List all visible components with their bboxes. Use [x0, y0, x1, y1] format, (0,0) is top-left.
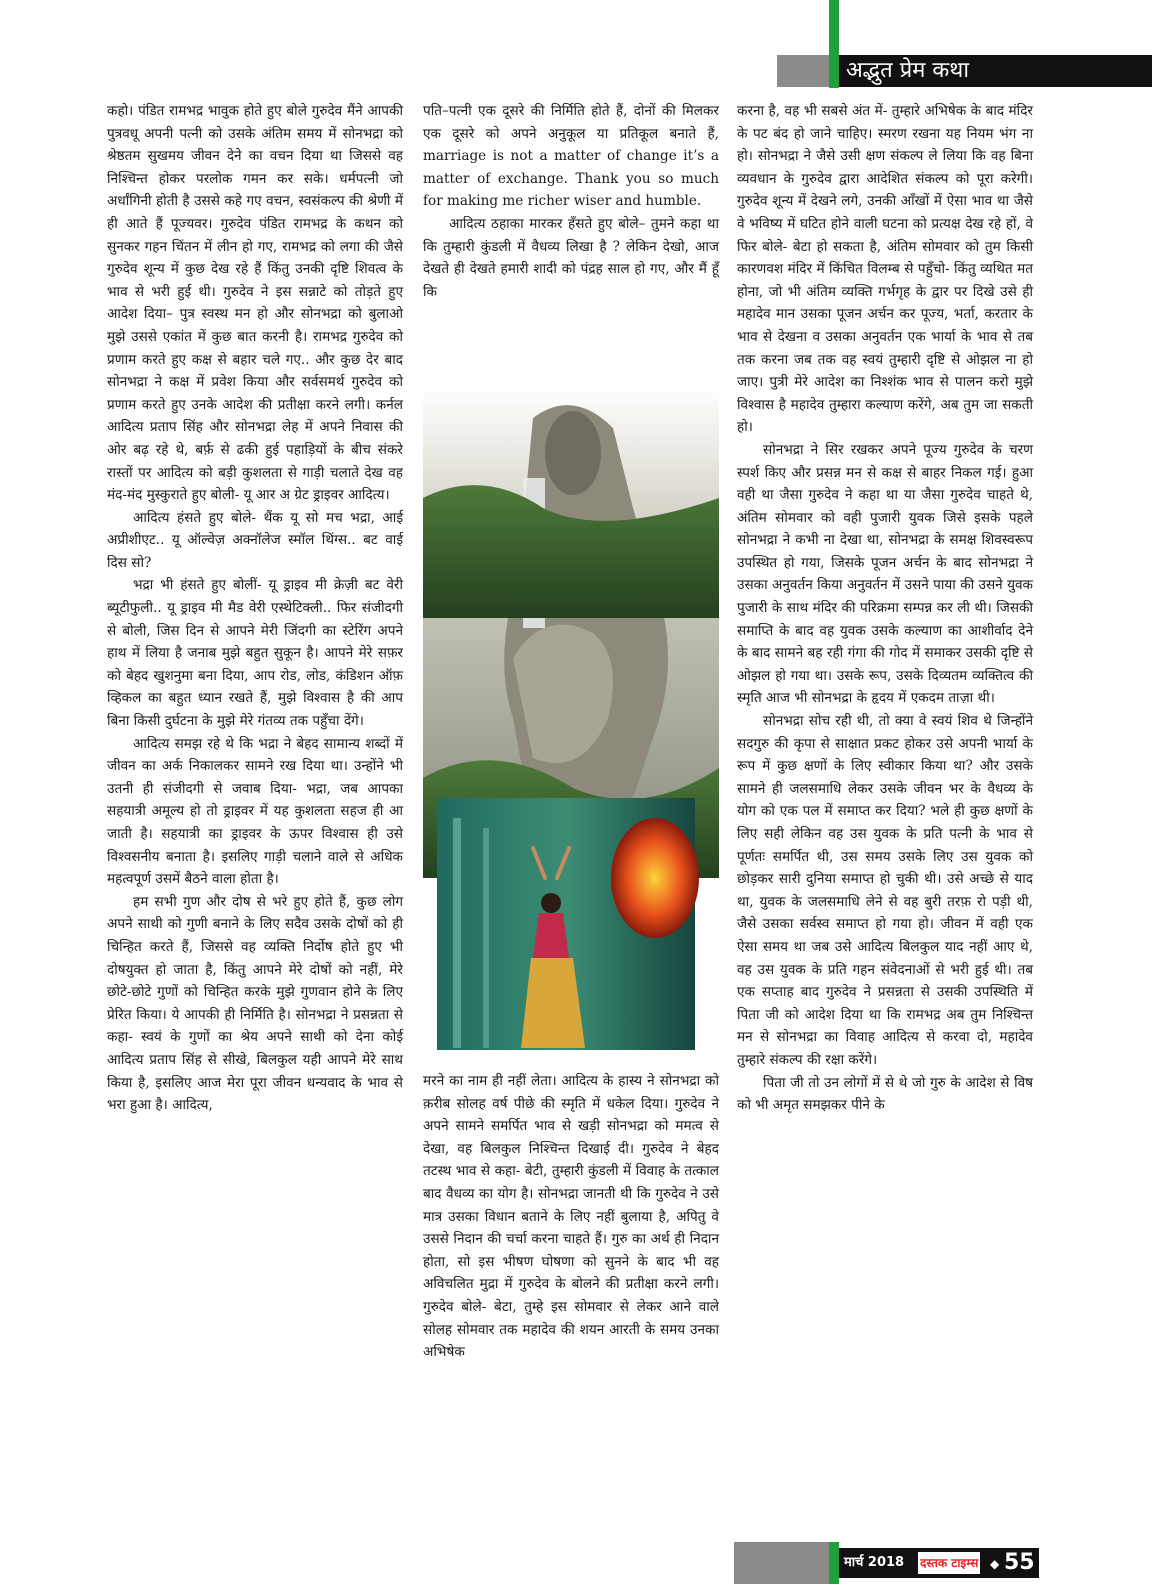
page-number: 55 — [1004, 1550, 1035, 1575]
footer-gray-block — [734, 1542, 829, 1584]
paragraph: हम सभी गुण और दोष से भरे हुए होते हैं, कुछ लोग अपने साथी को गुणी बनाने के लिए सदैव उसके दोषों को ही चिन्हित करते हैं, जिससे वह व्यक्ति निर्दोष होते हुए भी दोषयुक्त हो जाता है, किंतु आपने मेरे दोषों को नहीं, मेरे छोटे-छोटे गुणों को चिन्हित करके मुझे गुणवान होने के लिए प्रेरित किया। ये आपकी ही निर्मिति है। सोनभद्रा ने प्रसन्नता से कहा- स्वयं के गुणों का श्रेय अपने साथी को देना कोई आदित्य प्रताप सिंह से सीखे, बिलकुल यही आपने मेरे साथ किया है, इसलिए आज मेरा पूरा जीवन धन्यवाद के भाव से भरा हुआ है। आदित्य, — [107, 893, 403, 1114]
paragraph: सोनभद्रा सोच रही थी, तो क्या वे स्वयं शिव थे जिन्होंने सदगुरु की कृपा से साक्षात प्रकट होकर उसे अपनी भार्या के रूप में कुछ क्षणों के लिए स्वीकार किया था? और उसके सामने ही जलसमाधि लेकर उसके जीवन भर के वैधव्य के योग को एक पल में समाप्त कर दिया? भले ही कुछ क्षणों के लिए सही लेकिन वह उस युवक के प्रति पत्नी के भाव से पूर्णतः समर्पित थी, उस समय उसके लिए उस युवक को छोड़कर सारी दुनिया समाप्त हो चुकी थी। उसे अच्छे से याद था, युवक के जलसमाधि लेने से वह बुरी तरफ़ रो पड़ी थी, जैसे उसका सर्वस्व समाप्त हो गया हो। जीवन में वही एक ऐसा समय था जब उसे आदित्य बिलकुल याद नहीं आए थे, वह उस युवक के प्रति गहन संवेदनाओं से भरी हुई थी। तब एक सप्ताह बाद गुरुदेव ने प्रसन्नता से उसकी उपस्थिति में पिता जी को आदेश दिया था कि रामभद्र अब तुम निश्चिन्त मन से सोनभद्रा का विवाह आदित्य से करवा दो, महादेव तुम्हारे संकल्प की रक्षा करेंगे। — [737, 713, 1033, 1068]
paragraph: भद्रा भी हंसते हुए बोलीं- यू ड्राइव मी क्रेज़ी बट वेरी ब्यूटीफुली.. यू ड्राइव मी मैड वेरी एस्थेटिक्ली.. फिर संजीदगी से बोली, जिस दिन से आपने मेरी जिंदगी का स्टेरिंग अपने हाथ में लिया है जनाब मुझे बहुत सुकून है। आपने मेरे सफ़र को बेहद खुशनुमा बना दिया, आप रोड, लोड, कंडिशन ऑफ़ व्हिकल का बहुत ध्यान रखते हैं, मुझे विश्वास है की आप बिना किसी दुर्घटना के मुझे मेरे गंतव्य तक पहुँचा देंगे। — [107, 577, 403, 730]
paragraph: आदित्य ठहाका मारकर हँसते हुए बोले– तुमने कहा था कि तुम्हारी कुंडली में वैधव्य लिखा है ? लेकिन देखो, आज देखते ही देखते हमारी शादी को पंद्रह साल हो गए, और मैं हूँ कि — [423, 215, 719, 300]
paragraph: पति–पत्नी एक दूसरे की निर्मिति होते हैं, दोनों की मिलकर एक दूसरे को अपने अनुकूल या प्रतिकूल बनाते हैं, marriage is not a matter of change it’s a matter of exchange. Thank you so much for making me richer wiser and humble. — [423, 103, 719, 210]
shiva-illustration — [423, 358, 719, 1056]
paragraph: करना है, वह भी सबसे अंत में- तुम्हारे अभिषेक के बाद मंदिर के पट बंद हो जाने चाहिए। स्मरण रखना यह नियम भंग ना हो। सोनभद्रा ने जैसे उसी क्षण संकल्प ले लिया कि वह बिना व्यवधान के गुरुदेव द्वारा आदेशित संकल्प को पूरा करेगी। गुरुदेव शून्य में देखने लगे, उनकी आँखों में ऐसा भाव था जैसे वे भविष्य में घटित होने वाली घटना को प्रत्यक्ष देख रहे हों, वे फिर बोले- बेटा हो सकता है, अंतिम सोमवार को तुम किसी कारणवश मंदिर में किंचित विलम्ब से पहुँचो- किंतु व्यथित मत होना, जो भी अंतिम व्यक्ति गर्भगृह के द्वार पर दिखे उसे ही महादेव मान उसका पूजन अर्चन कर पूज्य, भर्ता, करतार के भाव से देखना व उसका अनुवर्तन एक भार्या के भाव से तब तक करना जब तक वह स्वयं तुम्हारी दृष्टि से ओझल ना हो जाए। पुत्री मेरे आदेश का निश्शंक भाव से पालन करो मुझे विश्वास है महादेव तुम्हारा कल्याण करेंगे, अब तुम जा सकती हो। — [737, 103, 1033, 436]
header-green-rule — [829, 0, 839, 88]
paragraph: मरने का नाम ही नहीं लेता। आदित्य के हास्य ने सोनभद्रा को क़रीब सोलह वर्ष पीछे की स्मृति में धकेल दिया। गुरुदेव ने अपने सामने समर्पित भाव से खड़ी सोनभद्रा को ममत्व से देखा, वह बिलकुल निश्चिन्त दिखाई दी। गुरुदेव ने बेहद तटस्थ भाव से कहा- बेटी, तुम्हारी कुंडली में विवाह के तत्काल बाद वैधव्य का योग है। सोनभद्रा जानती थी कि गुरुदेव ने उसे मात्र उसका विधान बताने के लिए नहीं बुलाया है, अपितु वे उससे निदान की चर्चा करना चाहते हैं। गुरु का अर्थ ही निदान होता, सो इस भीषण घोषणा को सुनने के बाद भी वह अविचलित मुद्रा में गुरुदेव के बोलने की प्रतीक्षा करने लगी। गुरुदेव बोले- बेटा, तुम्हे इस सोमवार से लेकर आने वाले सोलह सोमवार तक महादेव की शयन आरती के समय उनका अभिषेक — [423, 1073, 719, 1361]
paragraph: कहो। पंडित रामभद्र भावुक होते हुए बोले गुरुदेव मैंने आपकी पुत्रवधू अपनी पत्नी को उसके अंतिम समय में सोनभद्रा को श्रेष्ठतम सुखमय जीवन देने का वचन दिया था जिससे वह निश्चिन्त होकर परलोक गमन कर सके। धर्मपत्नी जो अर्धांगिनी होती है उससे कहे गए वचन, स्वसंकल्प की श्रेणी में ही आते हैं पूज्यवर। गुरुदेव पंडित रामभद्र के कथन को सुनकर गहन चिंतन में लीन हो गए, रामभद्र को लगा की जैसे गुरुदेव शून्य में कुछ देख रहे हैं किंतु उनकी दृष्टि शिवत्व के भाव से भरी हुई थी। गुरुदेव ने इस सन्नाटे को तोड़ते हुए आदेश दिया– पुत्र स्वस्थ मन हो और सोनभद्रा को बुलाओ मुझे उससे एकांत में कुछ बात करनी है। रामभद्र गुरुदेव को प्रणाम करते हुए कक्ष से बहार चले गए.. और कुछ देर बाद सोनभद्रा ने कक्ष में प्रवेश किया और सर्वसमर्थ गुरुदेव को प्रणाम करते हुए उनके आदेश की प्रतीक्षा करने लगी। कर्नल आदित्य प्रताप सिंह और सोनभद्रा लेह में अपने निवास की ओर बढ़ रहे थे, बर्फ़ से ढकी हुई पहाड़ियों के बीच संकरे रास्तों पर आदित्य को बड़ी कुशलता से गाड़ी चलाते देख वह मंद-मंद मुस्कुराते हुए बोली- यू आर अ ग्रेट ड्राइवर आदित्य। — [107, 103, 403, 504]
article-column-2-top — [423, 100, 719, 303]
footer-green-rule — [829, 1542, 839, 1584]
paragraph: आदित्य समझ रहे थे कि भद्रा ने बेहद सामान्य शब्दों में जीवन का अर्क निकालकर सामने रख दिया था। उन्होंने भी उतनी ही संजीदगी से जवाब दिया- भद्रा, जब आपका सहयात्री अमूल्य हो तो ड्राइवर में यह कुशलता सहज ही आ जाती है। सहयात्री का ड्राइवर के ऊपर विश्वास ही उसे विश्वसनीय बनाता है। इसलिए गाड़ी चलाने वाले से अधिक महत्वपूर्ण उसमें बैठने वाला होता है। — [107, 735, 403, 888]
paragraph: पिता जी तो उन लोगों में से थे जो गुरु के आदेश से विष को भी अमृत समझकर पीने के — [737, 1074, 1033, 1114]
section-title: अद्भुत प्रेम कथा — [846, 58, 970, 83]
paragraph: सोनभद्रा ने सिर रखकर अपने पूज्य गुरुदेव के चरण स्पर्श किए और प्रसन्न मन से कक्ष से बाहर निकल गई। हुआ वही था जैसा गुरुदेव ने कहा था या जैसा गुरुदेव चाहते थे, अंतिम सोमवार को वही पुजारी युवक जिसे इसके पहले सोनभद्रा ने कभी ना देखा था, सोनभद्रा के समक्ष शिवस्वरूप उपस्थित हो गया, जिसके पूजन अर्चन के बाद सोनभद्रा ने उसका अनुवर्तन किया अनुवर्तन में उसने पाया की उसने युवक पुजारी के साथ मंदिर की परिक्रमा सम्पन्न कर ली थी। जिसकी समाप्ति के बाद वह युवक उसके कल्याण का आशीर्वाद देने के बाद सामने बह रही गंगा की गोद में समाकर उसकी दृष्टि से ओझल हो गया था। उसके रूप, उसके दिव्यतम व्यक्तित्व की स्मृति आज भी सोनभद्रा के हृदय में एकदम ताज़ा थी। — [737, 441, 1033, 707]
diamond-separator-icon: ◆ — [990, 1557, 1000, 1571]
article-column-2-bottom — [423, 1070, 719, 1364]
article-column-1 — [107, 100, 403, 1117]
header-gray-block — [777, 55, 829, 87]
article-column-3 — [737, 100, 1033, 1117]
magazine-logo: दस्तक टाइम्स — [918, 1552, 980, 1574]
issue-date: मार्च 2018 — [844, 1555, 905, 1570]
paragraph: आदित्य हंसते हुए बोले- थैंक यू सो मच भद्रा, आई अप्रीशीएट.. यू ऑल्वेज़ अक्नॉलेज स्मॉल थिंग्स.. बट वाई दिस सो? — [107, 509, 403, 571]
